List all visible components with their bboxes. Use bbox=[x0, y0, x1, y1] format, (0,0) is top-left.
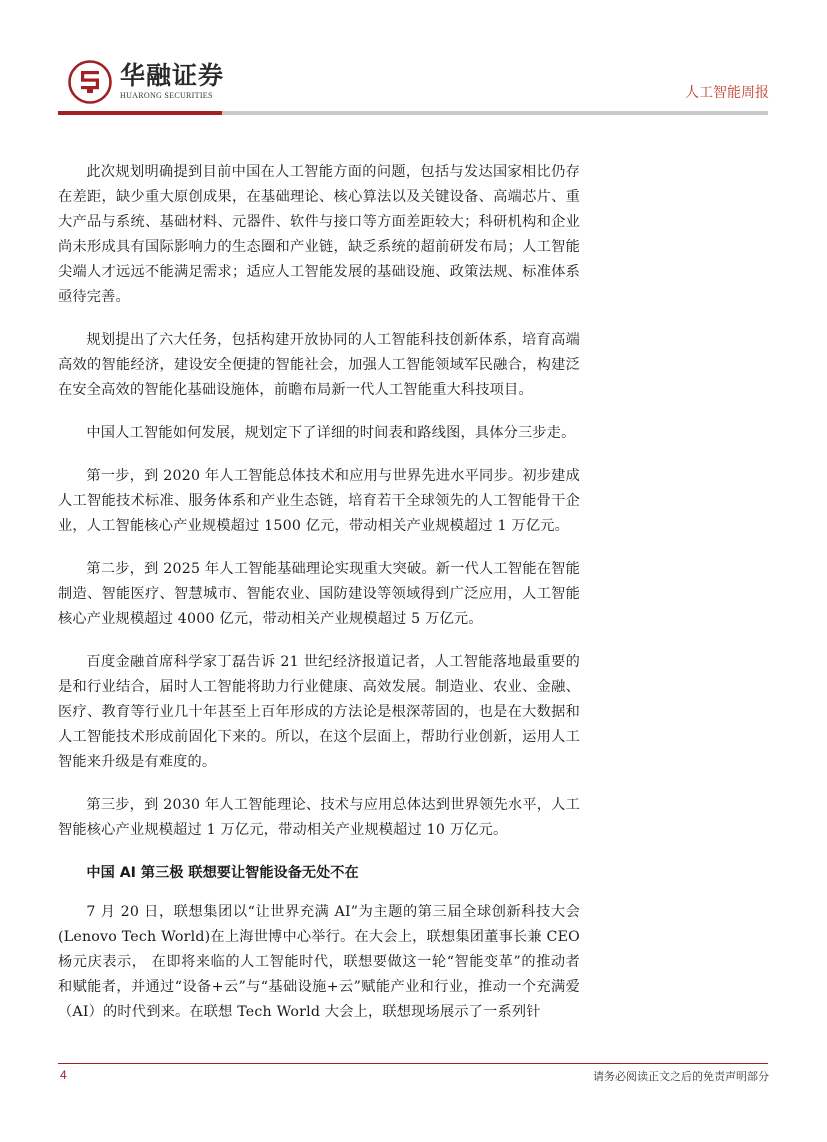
paragraph-7: 第三步，到 2030 年人工智能理论、技术与应用总体达到世界领先水平，人工智能核心产业规模超过 1 万亿元，带动相关产业规模超过 10 万亿元。 bbox=[58, 797, 580, 838]
paragraph-3: 中国人工智能如何发展，规划定下了详细的时间表和路线图，具体分三步走。 bbox=[86, 425, 576, 441]
paragraph-1: 此次规划明确提到目前中国在人工智能方面的问题，包括与发达国家相比仍存在差距，缺少重大原创成果，在基础理论、核心算法以及关键设备、高端芯片、重大产品与系统、基础材料、元器件、软件与接口等方面差距较大；科研机构和企业尚未形成具有国际影响力的生态圈和产业链，缺乏系统的超前研发布局；人工智能尖端人才远远不能满足需求；适应人工智能发展的基础设施、政策法规、标准体系亟待完善。 bbox=[58, 164, 580, 305]
footer-rule bbox=[58, 1063, 768, 1064]
company-name-cn: 华融证券 bbox=[120, 61, 225, 90]
company-name-en: HUARONG SECURITIES bbox=[120, 91, 213, 100]
header-rule bbox=[222, 111, 768, 115]
disclaimer-note: 请务必阅读正文之后的免责声明部分 bbox=[593, 1070, 769, 1083]
page-number: 4 bbox=[60, 1068, 67, 1082]
article-body bbox=[58, 160, 580, 1043]
paragraph-2: 规划提出了六大任务，包括构建开放协同的人工智能科技创新体系，培育高端高效的智能经济，建设安全便捷的智能社会，加强人工智能领域军民融合，构建泛在安全高效的智能化基础设施体，前瞻布局新一代人工智能重大科技项目。 bbox=[58, 332, 580, 398]
section-heading: 中国 AI 第三极 联想要让智能设备无处不在 bbox=[86, 865, 359, 881]
paragraph-4: 第一步，到 2020 年人工智能总体技术和应用与世界先进水平同步。初步建成人工智能技术标准、服务体系和产业生态链，培育若干全球领先的人工智能骨干企业，人工智能核心产业规模超过 1500 亿元，带动相关产业规模超过 1 万亿元。 bbox=[58, 468, 580, 534]
paragraph-6: 百度金融首席科学家丁磊告诉 21 世纪经济报道记者，人工智能落地最重要的是和行业结合，届时人工智能将助力行业健康、高效发展。制造业、农业、金融、医疗、教育等行业几十年甚至上百年形成的方法论是根深蒂固的，也是在大数据和人工智能技术形成前固化下来的。所以，在这个层面上，帮助行业创新，运用人工智能来升级是有难度的。 bbox=[58, 654, 580, 770]
paragraph-8: 7 月 20 日，联想集团以“让世界充满 AI”为主题的第三届全球创新科技大会(Lenovo Tech World)在上海世博中心举行。在大会上，联想集团董事长兼 CEO 杨元庆表示， 在即将来临的人工智能时代，联想要做这一轮“智能变革”的推动者和赋能者，并通过“设备+云”与“基础设施+云”赋能产业和行业，推动一个充满爱（AI）的时代到来。在联想 Tech World 大会上，联想现场展示了一系列针 bbox=[58, 904, 580, 1020]
report-type-label: 人工智能周报 bbox=[685, 85, 769, 101]
paragraph-5: 第二步，到 2025 年人工智能基础理论实现重大突破。新一代人工智能在智能制造、智能医疗、智慧城市、智能农业、国防建设等领域得到广泛应用，人工智能核心产业规模超过 4000 亿元，带动相关产业规模超过 5 万亿元。 bbox=[58, 561, 580, 627]
header-rule-accent bbox=[58, 111, 222, 115]
huarong-securities-logo-icon bbox=[68, 60, 112, 104]
